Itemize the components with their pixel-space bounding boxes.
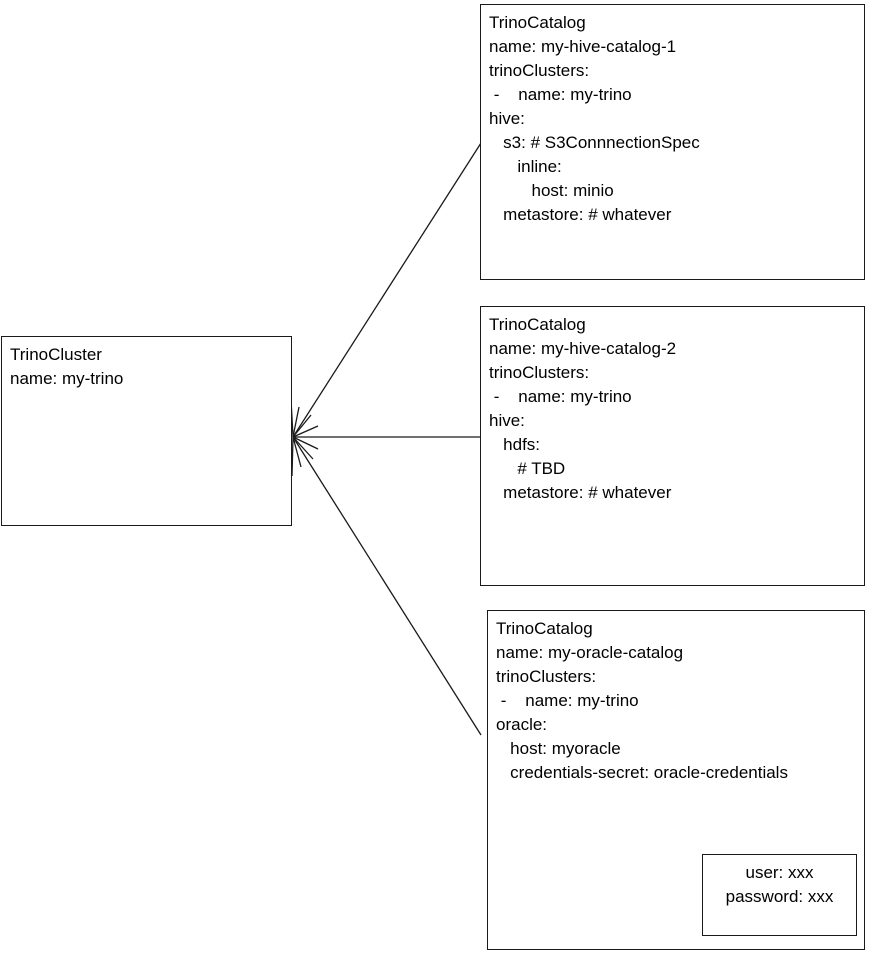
node-line: host: myoracle — [496, 739, 621, 758]
node-line: credentials-secret: oracle-credentials — [496, 763, 788, 782]
node-line: user: xxx — [745, 863, 814, 882]
node-line: s3: # S3ConnnectionSpec — [489, 133, 700, 152]
node-line: trinoClusters: — [489, 363, 590, 382]
node-line: TrinoCatalog — [496, 619, 593, 638]
trino-cluster-node — [1, 336, 292, 526]
node-line: password: xxx — [725, 887, 834, 906]
node-line: hive: — [489, 109, 525, 128]
node-line: TrinoCluster — [10, 345, 102, 364]
node-line: name: my-hive-catalog-2 — [489, 339, 677, 358]
oracle-credentials-secret-node — [702, 854, 857, 936]
edge-oracle-to-cluster — [292, 437, 481, 735]
node-line: hive: — [489, 411, 525, 430]
node-line: # TBD — [489, 459, 566, 478]
edge-hive-2-to-cluster — [293, 426, 481, 449]
trino-catalog-hive-1-node — [480, 4, 865, 280]
trino-catalog-hive-2-node — [480, 306, 865, 586]
node-line: - name: my-trino — [496, 691, 639, 710]
node-line: metastore: # whatever — [489, 205, 672, 224]
node-line: trinoClusters: — [489, 61, 590, 80]
node-line: trinoClusters: — [496, 667, 597, 686]
node-line: TrinoCatalog — [489, 315, 586, 334]
trino-catalog-oracle-node — [487, 610, 865, 950]
edge-hive-1-to-cluster — [291, 143, 481, 437]
node-line: name: my-hive-catalog-1 — [489, 37, 677, 56]
node-line: TrinoCatalog — [489, 13, 586, 32]
node-line: - name: my-trino — [489, 85, 632, 104]
node-line: hdfs: — [489, 435, 541, 454]
node-line: inline: — [489, 157, 562, 176]
node-line: metastore: # whatever — [489, 483, 672, 502]
node-line: name: my-trino — [10, 369, 124, 388]
node-line: name: my-oracle-catalog — [496, 643, 684, 662]
node-line: oracle: — [496, 715, 548, 734]
node-line: host: minio — [489, 181, 614, 200]
node-line: - name: my-trino — [489, 387, 632, 406]
